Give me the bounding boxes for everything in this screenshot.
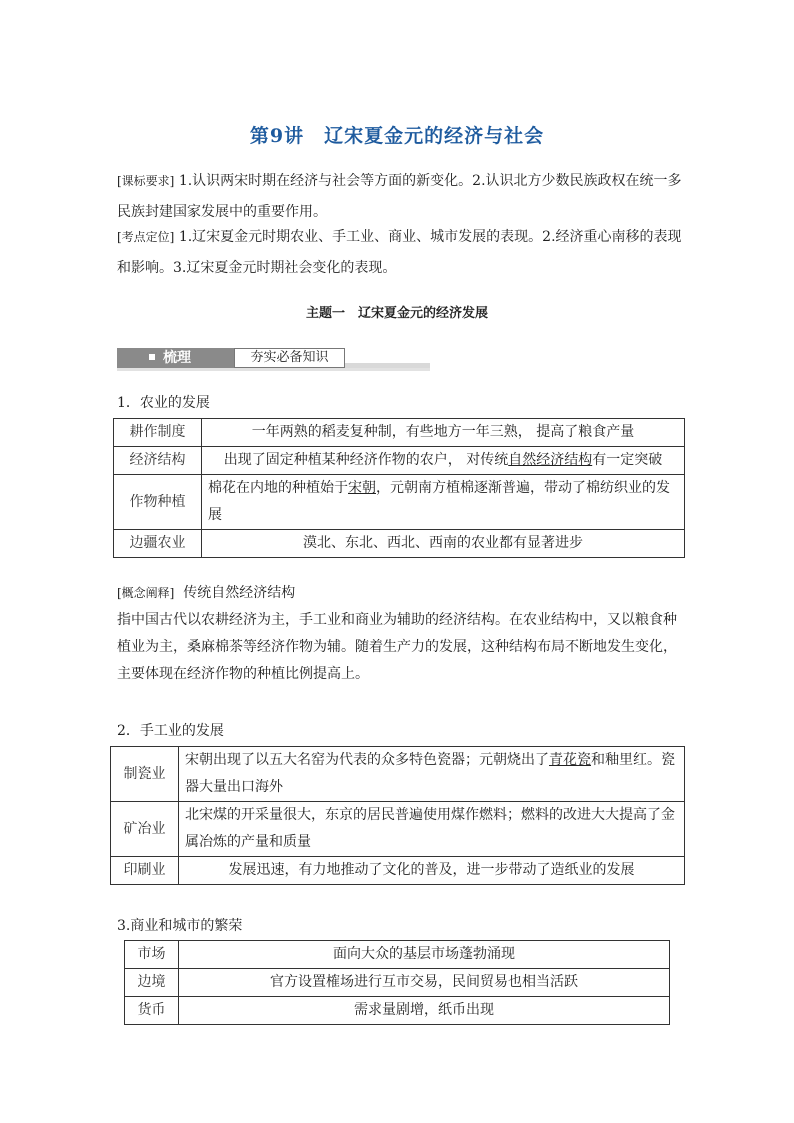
agriculture-table — [113, 418, 685, 558]
agriculture-heading: 1．农业的发展 — [117, 395, 210, 411]
row-text — [202, 475, 685, 530]
table-row — [114, 530, 685, 558]
table-row — [125, 941, 670, 969]
table-row — [114, 447, 685, 475]
handicraft-table — [110, 746, 685, 885]
banner-rule — [343, 363, 430, 368]
concept-tag: [概念阐释] — [117, 586, 175, 600]
banner-shadow — [117, 368, 430, 371]
row-text: 面向大众的基层市场蓬勃涌现 — [179, 941, 670, 969]
row-text: 一年两熟的稻麦复种制，有些地方一年三熟， 提高了粮食产量 — [202, 419, 685, 447]
concept-heading — [117, 579, 687, 607]
underlined-term: 宋朝 — [348, 480, 376, 496]
page-title: 第9讲 辽宋夏金元的经济与社会 — [249, 125, 545, 147]
exam-positioning — [117, 222, 687, 284]
text-part: 棉花在内地的种植始于 — [208, 480, 348, 496]
table-row — [111, 747, 685, 802]
position-text: 1.辽宋夏金元时期农业、手工业、商业、城市发展的表现。2.经济重心南移的表现和影响。3.辽宋夏金元时期社会变化的表现。 — [117, 229, 682, 276]
row-text — [202, 447, 685, 475]
row-label: 印刷业 — [111, 857, 179, 885]
row-label: 作物种植 — [114, 475, 202, 530]
row-text: 北宋煤的开采量很大，东京的居民普遍使用煤作燃料；燃料的改进大大提高了金属冶炼的产量和质量 — [179, 802, 685, 857]
table-row — [114, 419, 685, 447]
row-text: 需求量剧增，纸币出现 — [179, 997, 670, 1025]
row-label: 矿冶业 — [111, 802, 179, 857]
commerce-table — [124, 940, 670, 1025]
square-bullet-icon — [149, 354, 155, 360]
concept-name: 传统自然经济结构 — [183, 585, 296, 601]
banner-label: 梳理 — [163, 350, 191, 366]
underlined-term: 自然经济结构 — [508, 452, 593, 468]
table-row — [111, 857, 685, 885]
handicraft-heading: 2．手工业的发展 — [117, 723, 224, 739]
curriculum-requirements — [117, 166, 687, 228]
row-label: 货币 — [125, 997, 179, 1025]
banner-label-block — [117, 348, 234, 368]
text-part: ，元朝南方植棉逐渐普遍，带动了棉纺织业的发展 — [208, 480, 670, 523]
commerce-heading: 3.商业和城市的繁荣 — [117, 918, 243, 934]
text-part: 和釉里红。瓷器大量出口海外 — [185, 752, 675, 795]
requirements-text: 1.认识两宋时期在经济与社会等方面的新变化。2.认识北方少数民族政权在统一多民族封建国家发展中的重要作用。 — [117, 173, 682, 220]
row-label: 耕作制度 — [114, 419, 202, 447]
text-part: 宋朝出现了以五大名窑为代表的众多特色瓷器；元朝烧出了 — [185, 752, 549, 768]
theme-heading: 主题一 辽宋夏金元的经济发展 — [305, 306, 488, 321]
row-label: 边境 — [125, 969, 179, 997]
concept-text: 指中国古代以农耕经济为主，手工业和商业为辅助的经济结构。在农业结构中，又以粮食种植业为主，桑麻棉茶等经济作物为辅。随着生产力的发展，这种结构布局不断地发生变化，主要体现在经济作物的种植比例提高上。 — [117, 612, 677, 682]
concept-explanation — [117, 579, 687, 688]
text-part: 出现了固定种植某种经济作物的农户， 对传统 — [223, 452, 509, 468]
row-text: 官方设置榷场进行互市交易，民间贸易也相当活跃 — [179, 969, 670, 997]
table-row — [114, 475, 685, 530]
row-text: 发展迅速，有力地推动了文化的普及，进一步带动了造纸业的发展 — [179, 857, 685, 885]
table-row — [125, 997, 670, 1025]
row-label: 制瓷业 — [111, 747, 179, 802]
row-text: 漠北、东北、西北、西南的农业都有显著进步 — [202, 530, 685, 558]
row-label: 边疆农业 — [114, 530, 202, 558]
underlined-term: 青花瓷 — [549, 752, 591, 768]
requirements-tag: [课标要求] — [117, 174, 175, 188]
table-row — [125, 969, 670, 997]
position-tag: [考点定位] — [117, 230, 175, 244]
row-text — [179, 747, 685, 802]
table-row — [111, 802, 685, 857]
banner-sub-box: 夯实必备知识 — [234, 348, 345, 368]
row-label: 市场 — [125, 941, 179, 969]
section-banner — [117, 348, 430, 372]
row-label: 经济结构 — [114, 447, 202, 475]
text-part: 有一定突破 — [592, 452, 663, 468]
